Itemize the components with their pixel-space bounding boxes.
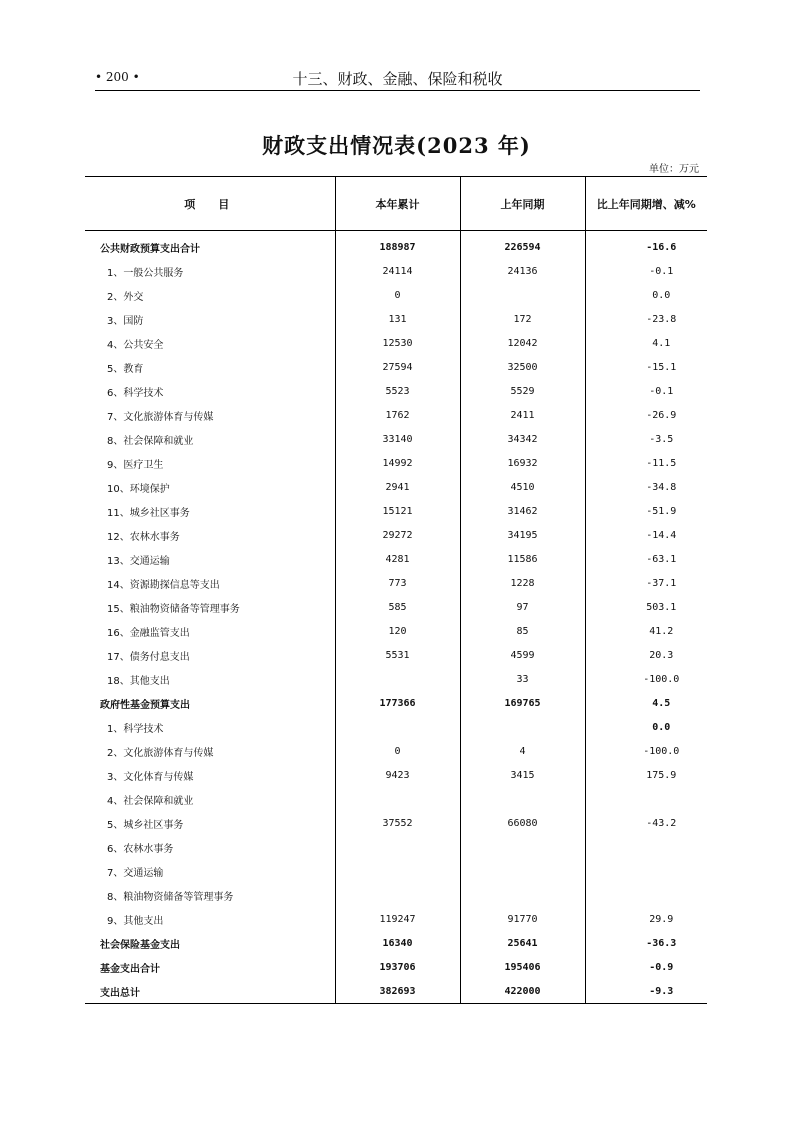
change-percent: 29.9 (585, 907, 707, 931)
previous-value (460, 883, 585, 907)
row-label-cell (85, 355, 335, 379)
table-row (85, 907, 707, 931)
table-row (85, 283, 707, 307)
row-label-cell (85, 259, 335, 283)
current-value: 12530 (335, 331, 460, 355)
table-row (85, 523, 707, 547)
current-value: 585 (335, 595, 460, 619)
column-header-change: 比上年同期增、减% (585, 177, 707, 231)
row-label: 13、交通运输 (107, 555, 170, 567)
table-row (85, 571, 707, 595)
unit-label: 单位：万元 (649, 164, 699, 175)
previous-value: 4599 (460, 643, 585, 667)
current-value: 14992 (335, 451, 460, 475)
previous-value: 5529 (460, 379, 585, 403)
table-row (85, 379, 707, 403)
page-header (95, 68, 700, 91)
change-percent: -0.1 (585, 259, 707, 283)
previous-value: 25641 (460, 931, 585, 955)
current-value: 773 (335, 571, 460, 595)
table-row (85, 231, 707, 260)
change-percent: 20.3 (585, 643, 707, 667)
previous-value: 169765 (460, 691, 585, 715)
change-percent: 175.9 (585, 763, 707, 787)
change-percent: -34.8 (585, 475, 707, 499)
row-label: 2、文化旅游体育与传媒 (107, 747, 214, 759)
current-value: 9423 (335, 763, 460, 787)
row-label-cell (85, 739, 335, 763)
row-label-cell (85, 715, 335, 739)
current-value: 177366 (335, 691, 460, 715)
row-label-cell (85, 979, 335, 1004)
row-label-cell (85, 619, 335, 643)
change-percent (585, 787, 707, 811)
row-label-cell (85, 595, 335, 619)
table-row (85, 979, 707, 1004)
current-value (335, 859, 460, 883)
previous-value (460, 835, 585, 859)
table-row (85, 715, 707, 739)
current-value: 4281 (335, 547, 460, 571)
table-row (85, 931, 707, 955)
chapter-title: 十三、财政、金融、保险和税收 (292, 70, 503, 88)
table-row (85, 595, 707, 619)
row-label: 12、农林水事务 (107, 531, 180, 543)
row-label-cell (85, 907, 335, 931)
change-percent: -11.5 (585, 451, 707, 475)
table-row (85, 955, 707, 979)
row-label-cell (85, 379, 335, 403)
row-label-cell (85, 859, 335, 883)
change-percent: 503.1 (585, 595, 707, 619)
change-percent: -14.4 (585, 523, 707, 547)
change-percent: -100.0 (585, 667, 707, 691)
page-number: • 200 • (95, 70, 140, 84)
previous-value: 12042 (460, 331, 585, 355)
change-percent: 41.2 (585, 619, 707, 643)
change-percent: -43.2 (585, 811, 707, 835)
row-label: 5、教育 (107, 363, 144, 375)
row-label-cell (85, 523, 335, 547)
row-label-cell (85, 667, 335, 691)
current-value: 188987 (335, 231, 460, 260)
table-row (85, 331, 707, 355)
column-header-current: 本年累计 (335, 177, 460, 231)
previous-value: 31462 (460, 499, 585, 523)
row-label: 3、文化体育与传媒 (107, 771, 194, 783)
previous-value: 226594 (460, 231, 585, 260)
previous-value (460, 859, 585, 883)
change-percent: -9.3 (585, 979, 707, 1004)
column-header-item: 项 目 (85, 177, 335, 231)
row-label: 4、社会保障和就业 (107, 795, 194, 807)
row-label: 5、城乡社区事务 (107, 819, 184, 831)
current-value: 29272 (335, 523, 460, 547)
table-row (85, 619, 707, 643)
row-label-cell (85, 307, 335, 331)
previous-value: 4 (460, 739, 585, 763)
row-label: 1、科学技术 (107, 723, 164, 735)
row-label: 14、资源勘探信息等支出 (107, 579, 220, 591)
current-value (335, 835, 460, 859)
change-percent: 4.1 (585, 331, 707, 355)
expenditure-table (85, 176, 707, 1004)
previous-value: 172 (460, 307, 585, 331)
row-label-cell (85, 451, 335, 475)
row-label-cell (85, 283, 335, 307)
table-row (85, 547, 707, 571)
current-value: 2941 (335, 475, 460, 499)
current-value: 24114 (335, 259, 460, 283)
row-label: 政府性基金预算支出 (100, 699, 190, 711)
table-row (85, 475, 707, 499)
previous-value: 4510 (460, 475, 585, 499)
previous-value: 34342 (460, 427, 585, 451)
current-value (335, 715, 460, 739)
change-percent: -0.1 (585, 379, 707, 403)
row-label: 11、城乡社区事务 (107, 507, 190, 519)
row-label: 9、医疗卫生 (107, 459, 164, 471)
row-label: 10、环境保护 (107, 483, 170, 495)
row-label-cell (85, 787, 335, 811)
previous-value (460, 715, 585, 739)
previous-value (460, 283, 585, 307)
table-row (85, 307, 707, 331)
row-label-cell (85, 547, 335, 571)
row-label-cell (85, 499, 335, 523)
table-row (85, 859, 707, 883)
current-value: 33140 (335, 427, 460, 451)
row-label-cell (85, 643, 335, 667)
change-percent: -3.5 (585, 427, 707, 451)
current-value: 120 (335, 619, 460, 643)
row-label: 7、交通运输 (107, 867, 164, 879)
change-percent: -15.1 (585, 355, 707, 379)
change-percent: -16.6 (585, 231, 707, 260)
current-value: 5531 (335, 643, 460, 667)
previous-value (460, 787, 585, 811)
previous-value: 1228 (460, 571, 585, 595)
change-percent: -100.0 (585, 739, 707, 763)
previous-value: 91770 (460, 907, 585, 931)
row-label-cell (85, 403, 335, 427)
row-label: 4、公共安全 (107, 339, 164, 351)
row-label-cell (85, 835, 335, 859)
row-label: 6、农林水事务 (107, 843, 174, 855)
current-value: 15121 (335, 499, 460, 523)
table-row (85, 739, 707, 763)
change-percent: 4.5 (585, 691, 707, 715)
previous-value: 2411 (460, 403, 585, 427)
previous-value: 195406 (460, 955, 585, 979)
previous-value: 33 (460, 667, 585, 691)
current-value: 1762 (335, 403, 460, 427)
row-label-cell (85, 931, 335, 955)
row-label: 基金支出合计 (100, 963, 160, 975)
previous-value: 32500 (460, 355, 585, 379)
row-label-cell (85, 955, 335, 979)
table-row (85, 811, 707, 835)
change-percent (585, 835, 707, 859)
row-label-cell (85, 475, 335, 499)
current-value: 0 (335, 283, 460, 307)
table-row (85, 451, 707, 475)
row-label-cell (85, 691, 335, 715)
row-label: 1、一般公共服务 (107, 267, 184, 279)
row-label: 8、粮油物资储备等管理事务 (107, 891, 234, 903)
current-value: 193706 (335, 955, 460, 979)
row-label: 社会保险基金支出 (100, 939, 180, 951)
table-row (85, 499, 707, 523)
row-label-cell (85, 231, 335, 260)
row-label: 7、文化旅游体育与传媒 (107, 411, 214, 423)
current-value (335, 667, 460, 691)
row-label: 9、其他支出 (107, 915, 164, 927)
current-value: 16340 (335, 931, 460, 955)
previous-value: 34195 (460, 523, 585, 547)
table-row (85, 763, 707, 787)
change-percent: -63.1 (585, 547, 707, 571)
table-row (85, 643, 707, 667)
table-row (85, 427, 707, 451)
current-value (335, 883, 460, 907)
change-percent: -37.1 (585, 571, 707, 595)
table-row (85, 787, 707, 811)
table-header-row (85, 177, 707, 231)
current-value: 0 (335, 739, 460, 763)
current-value: 382693 (335, 979, 460, 1004)
row-label: 16、金融监管支出 (107, 627, 190, 639)
current-value: 27594 (335, 355, 460, 379)
change-percent: -36.3 (585, 931, 707, 955)
change-percent: 0.0 (585, 715, 707, 739)
table-body (85, 231, 707, 1004)
row-label: 18、其他支出 (107, 675, 170, 687)
row-label: 8、社会保障和就业 (107, 435, 194, 447)
row-label-cell (85, 811, 335, 835)
row-label: 6、科学技术 (107, 387, 164, 399)
previous-value: 24136 (460, 259, 585, 283)
table-row (85, 403, 707, 427)
current-value: 37552 (335, 811, 460, 835)
change-percent: -0.9 (585, 955, 707, 979)
previous-value: 66080 (460, 811, 585, 835)
row-label-cell (85, 427, 335, 451)
table-row (85, 883, 707, 907)
current-value: 5523 (335, 379, 460, 403)
row-label: 支出总计 (100, 987, 140, 999)
row-label: 17、债务付息支出 (107, 651, 190, 663)
row-label: 公共财政预算支出合计 (100, 243, 200, 255)
current-value: 119247 (335, 907, 460, 931)
column-header-previous: 上年同期 (460, 177, 585, 231)
row-label: 3、国防 (107, 315, 144, 327)
table-row (85, 691, 707, 715)
change-percent: -23.8 (585, 307, 707, 331)
row-label-cell (85, 331, 335, 355)
change-percent (585, 859, 707, 883)
previous-value: 16932 (460, 451, 585, 475)
table-row (85, 667, 707, 691)
previous-value: 422000 (460, 979, 585, 1004)
previous-value: 11586 (460, 547, 585, 571)
change-percent (585, 883, 707, 907)
row-label-cell (85, 571, 335, 595)
table-row (85, 259, 707, 283)
table-title: 财政支出情况表(2023 年) (262, 133, 531, 158)
previous-value: 3415 (460, 763, 585, 787)
row-label: 2、外交 (107, 291, 144, 303)
change-percent: 0.0 (585, 283, 707, 307)
previous-value: 85 (460, 619, 585, 643)
row-label-cell (85, 763, 335, 787)
table-row (85, 835, 707, 859)
current-value: 131 (335, 307, 460, 331)
table-row (85, 355, 707, 379)
change-percent: -51.9 (585, 499, 707, 523)
change-percent: -26.9 (585, 403, 707, 427)
row-label-cell (85, 883, 335, 907)
row-label: 15、粮油物资储备等管理事务 (107, 603, 240, 615)
current-value (335, 787, 460, 811)
previous-value: 97 (460, 595, 585, 619)
